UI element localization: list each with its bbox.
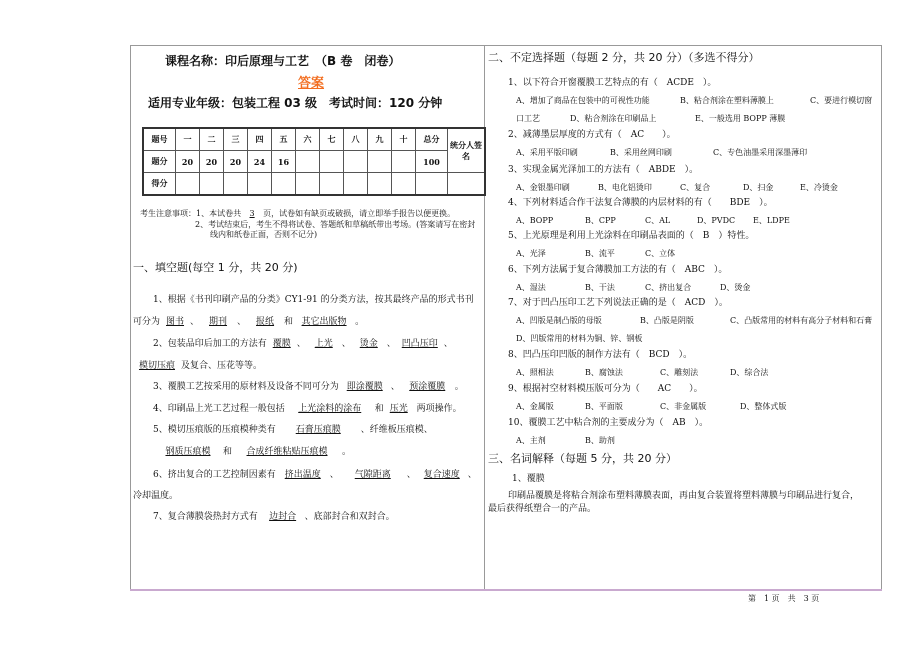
score-cell[interactable]: [248, 173, 272, 196]
s2-question: 1、以下符合开窗覆膜工艺特点的有（ ACDE ）。: [508, 78, 717, 88]
col-header: 十: [392, 128, 416, 151]
s2-question: 7、对于凹凸压印工艺下列说法正确的是（ ACD ）。: [508, 298, 728, 308]
s2-option: D、粘合剂涂在印刷品上: [570, 114, 657, 123]
s2-option: C、专色油墨采用深墨薄印: [713, 148, 808, 157]
s1-q3: 3、覆膜工艺按采用的原材料及设备不同可分为 即涂覆膜 、 预涂覆膜 。: [153, 382, 464, 392]
answer-label: 答案: [298, 76, 325, 91]
s2-option: D、PVDC: [697, 216, 736, 225]
s2-option: C、挤出复合: [645, 283, 692, 292]
s2-option: A、照相法: [516, 368, 554, 377]
s2-question: 6、下列方法属于复合薄膜加工方法的有（ ABC ）。: [508, 265, 728, 275]
s3-def2: 最后获得纸塑合一的产品。: [488, 504, 597, 514]
s2-option: C、复合: [680, 183, 711, 192]
s2-option: A、增加了商品在包装中的可视性功能: [516, 96, 650, 105]
s2-option: C、立体: [645, 249, 676, 258]
s2-option: C、AL: [645, 216, 671, 225]
col-header: 一: [176, 128, 200, 151]
course-title: 课程名称：印后原理与工艺 （B 卷 闭卷）: [165, 54, 401, 68]
points-cell: 20: [176, 151, 200, 173]
s2-question: 8、凹凸压印凹版的制作方法有（ BCD ）。: [508, 350, 693, 360]
s2-option: B、流平: [585, 249, 615, 258]
s2-option: A、采用平版印刷: [516, 148, 578, 157]
s2-option: D、凹版常用的材料为铜、锌、钢板: [516, 334, 643, 343]
s2-question: 9、根据衬空材料模压版可分为（ AC ）。: [508, 384, 703, 394]
row-label: 题号: [143, 128, 176, 151]
s2-option: B、助剂: [585, 436, 615, 445]
col-header: 二: [200, 128, 224, 151]
s2-option: A、光泽: [516, 249, 546, 258]
row-label: 题分: [143, 151, 176, 173]
s2-option: B、平面版: [585, 402, 623, 411]
score-cell[interactable]: [368, 173, 392, 196]
s2-option: 口工艺: [516, 114, 540, 123]
s1-q6: 6、挤出复合的工艺控制因素有 挤出温度 、 气隙距离 、 复合速度 、: [153, 470, 477, 480]
s2-question: 2、减薄墨层厚度的方式有（ AC ）。: [508, 130, 676, 140]
score-cell[interactable]: [416, 173, 448, 196]
score-cell[interactable]: [344, 173, 368, 196]
points-cell: 16: [272, 151, 296, 173]
section3-title: 三、名词解释（每题 5 分，共 20 分）: [488, 452, 677, 465]
signer-header: 统分人签名: [448, 128, 486, 173]
s3-term: 1、覆膜: [512, 474, 545, 484]
s2-option: A、金银墨印刷: [516, 183, 570, 192]
s2-option: D、扫金: [743, 183, 774, 192]
col-header: 五: [272, 128, 296, 151]
s1-q2: 2、包装品印后加工的方法有 覆膜 、 上光 、 烫金 、 凹凸压印 、: [153, 339, 453, 349]
s2-option: B、CPP: [585, 216, 616, 225]
s2-option: C、非金属版: [660, 402, 707, 411]
col-header: 九: [368, 128, 392, 151]
s2-option: D、烫金: [720, 283, 751, 292]
s2-option: A、BOPP: [516, 216, 554, 225]
s2-option: E、冷烫金: [800, 183, 838, 192]
score-cell[interactable]: [224, 173, 248, 196]
s2-option: D、整体式版: [740, 402, 787, 411]
section1-title: 一、填空题(每空 1 分，共 20 分): [133, 261, 298, 274]
s1-q7: 7、复合薄膜袋热封方式有 边封合 、底部封合和双封合。: [153, 512, 395, 522]
s1-q2b: 模切压痕 及复合、压花等等。: [138, 361, 263, 371]
signer-cell[interactable]: [448, 173, 486, 196]
notes-line3: 线内和纸卷正面，否则不记分): [210, 230, 318, 239]
s2-option: C、要进行模切窗: [810, 96, 873, 105]
s2-option: C、雕刻法: [660, 368, 699, 377]
score-cell[interactable]: [272, 173, 296, 196]
s1-q5b: 钢质压痕模 和 合成纤维粘贴压痕模 。: [165, 447, 352, 457]
s2-option: B、电化铝烫印: [598, 183, 652, 192]
points-cell: [344, 151, 368, 173]
s2-option: B、采用丝网印刷: [610, 148, 672, 157]
points-cell: 20: [200, 151, 224, 173]
col-header: 七: [320, 128, 344, 151]
notes-line2: 2、考试结束后，考生不得将试卷、答题纸和草稿纸带出考场。(答案请写在密封: [195, 220, 476, 229]
s1-q1a: 1、根据《书刊印刷产品的分类》CY1-91 的分类方法，按其最终产品的形式书刊: [153, 295, 474, 305]
points-cell: 24: [248, 151, 272, 173]
s2-option: E、LDPE: [753, 216, 790, 225]
notes-line1: 考生注意事项：1、本试卷共 3 页，试卷如有缺页或破损，请立即举手报告以便更换。: [140, 209, 456, 218]
s1-q6b: 冷却温度。: [133, 491, 179, 501]
s2-question: 10、覆膜工艺中粘合剂的主要成分为（ AB ）。: [508, 418, 709, 428]
section2-title: 二、不定选择题（每题 2 分，共 20 分）（多选不得分）: [488, 51, 760, 64]
col-header: 四: [248, 128, 272, 151]
s2-option: B、粘合剂涂在塑料薄膜上: [680, 96, 774, 105]
col-header: 八: [344, 128, 368, 151]
score-cell[interactable]: [200, 173, 224, 196]
s2-option: D、综合法: [730, 368, 769, 377]
points-cell: [296, 151, 320, 173]
score-cell[interactable]: [296, 173, 320, 196]
points-cell: [368, 151, 392, 173]
col-header: 三: [224, 128, 248, 151]
total-header: 总分: [416, 128, 448, 151]
s2-question: 5、上光原理是利用上光涂料在印刷品表面的（ B ）特性。: [508, 231, 755, 241]
points-cell: [392, 151, 416, 173]
exam-info: 适用专业年级：包装工程 03 级 考试时间：120 分钟: [148, 96, 443, 110]
s2-question: 3、实现金属光泽加工的方法有（ ABDE ）。: [508, 165, 699, 175]
s2-option: A、凹版是制凸版的母版: [516, 316, 602, 325]
s2-option: B、凸版是阴版: [640, 316, 694, 325]
points-cell: [320, 151, 344, 173]
s1-q5: 5、模切压痕版的压痕模种类有 石膏压痕膜 、纤维板压痕模、: [153, 425, 433, 435]
page-footer: 第 1 页 共 3 页: [748, 594, 820, 603]
score-cell[interactable]: [320, 173, 344, 196]
points-cell: 20: [224, 151, 248, 173]
s3-def1: 印刷品覆膜是将粘合剂涂布塑料薄膜表面，再由复合装置将塑料薄膜与印刷品进行复合，: [508, 491, 860, 501]
row-label: 得分: [143, 173, 176, 196]
s2-question: 4、下列材料适合作干法复合薄膜的内层材料的有（ BDE ）。: [508, 198, 773, 208]
total-points: 100: [416, 151, 448, 173]
bottom-rule: [130, 589, 882, 591]
score-cell[interactable]: [176, 173, 200, 196]
s2-option: A、主剂: [516, 436, 546, 445]
s2-option: E、一般选用 BOPP 薄膜: [695, 114, 786, 123]
s1-q4: 4、印刷品上光工艺过程一般包括 上光涂料的涂布 和 压光 两项操作。: [153, 404, 462, 414]
s2-option: B、腐蚀法: [585, 368, 623, 377]
score-table: [142, 127, 486, 196]
score-cell[interactable]: [392, 173, 416, 196]
s2-option: A、湿法: [516, 283, 546, 292]
s2-option: B、干法: [585, 283, 615, 292]
s1-q1b: 可分为 图书 、 期刊 、 报纸 和 其它出版物 。: [133, 317, 365, 327]
col-header: 六: [296, 128, 320, 151]
s2-option: C、凸版常用的材料有高分子材料和石膏: [730, 316, 873, 325]
s2-option: A、金属版: [516, 402, 554, 411]
